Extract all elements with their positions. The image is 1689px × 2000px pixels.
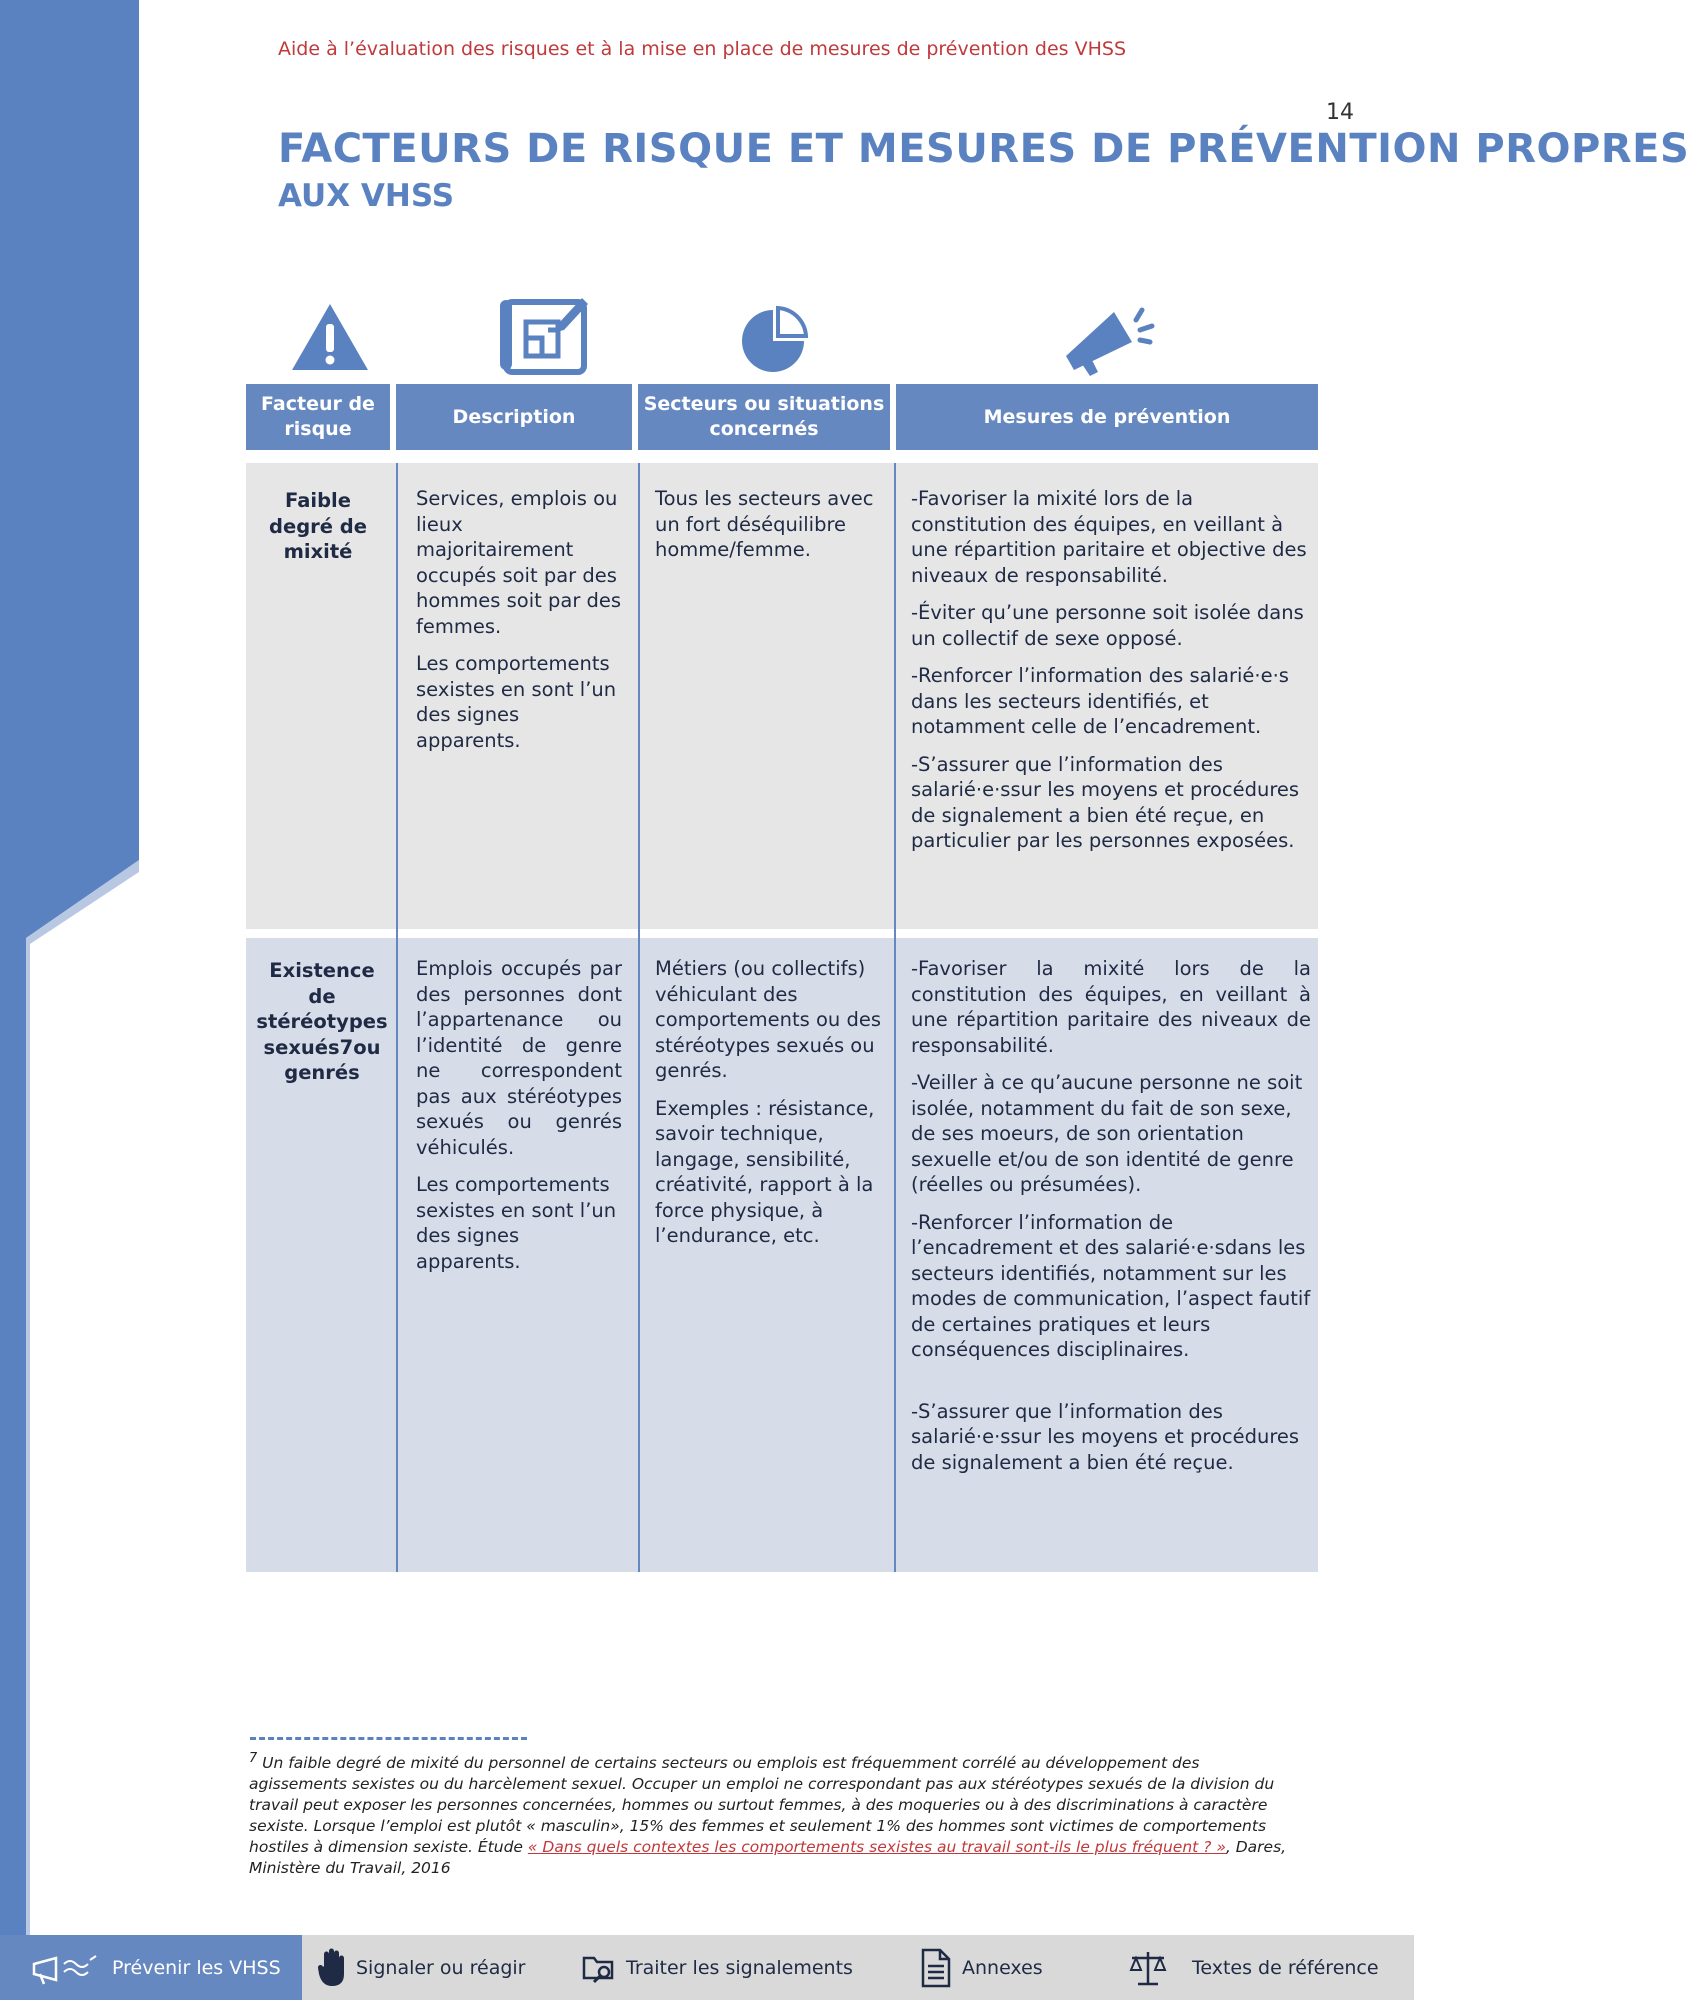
row2-description-p1: Emplois occupés par des personnes dont l’appartenance ou l’identité de genre ne correspondent pas aux stéréotypes sexués ou genrés véhiculés. — [416, 957, 622, 1159]
megaphone-icon — [30, 1950, 102, 1986]
blueprint-icon — [498, 294, 590, 376]
footnote-marker: 7 — [249, 1751, 258, 1766]
row2-measure-2: -Veiller à ce qu’aucune personne ne soit isolée, notamment du fait de son sexe, de ses moeurs, de son orientation sexuelle et/ou de son identité de genre (réelles ou présumées). — [911, 1071, 1303, 1196]
bottom-navigation — [0, 1935, 1414, 2000]
title-line-2: AUX VHSS — [278, 178, 455, 214]
footnote-study-link[interactable]: « Dans quels contextes les comportements sexistes au travail sont-ils le plus fréquent ? » — [527, 1838, 1226, 1857]
row2-sectors-p2: Exemples : résistance, savoir technique, langage, sensibilité, créativité, rapport à la force physique, à l’endurance, etc. — [655, 1096, 875, 1247]
column-divider — [638, 463, 640, 1572]
row1-factor: Faible degré de mixité — [269, 489, 367, 563]
hand-icon — [318, 1948, 346, 1988]
row2-sectors — [655, 956, 885, 1261]
nav-label: Prévenir les VHSS — [112, 1956, 281, 1979]
nav-signaler[interactable] — [318, 1935, 526, 2000]
row2-measure-1: -Favoriser la mixité lors de la constitution des équipes, en veillant à une répartition paritaire des niveaux de responsabilité. — [911, 957, 1311, 1057]
page-title — [278, 126, 1689, 214]
running-header[interactable]: Aide à l’évaluation des risques et à la mise en place de mesures de prévention des VHSS — [278, 38, 1127, 60]
row1-measures — [911, 486, 1311, 866]
row2-description-p2: Les comportements sexistes en sont l’un des signes apparents. — [416, 1173, 617, 1273]
header-factor: Facteur de risque — [246, 384, 390, 450]
row2-measure-3: -Renforcer l’information de l’encadrement et des salarié·e·sdans les secteurs identifiés, notamment sur les modes de communication, l’aspect fautif de certaines pratiques et leurs conséquences disciplinaires. — [911, 1210, 1311, 1361]
scales-icon — [1128, 1948, 1168, 1988]
row1-measure-4: -S’assurer que l’information des salarié·e·ssur les moyens et procédures de signalement a bien été reçue, en particulier par les personnes exposées. — [911, 752, 1300, 852]
footnote-source: , Dares, Ministère du Travail, 2016 — [249, 1838, 1287, 1878]
megaphone-icon — [1062, 306, 1154, 376]
document-icon — [920, 1948, 952, 1988]
row1-sectors-p1: Tous les secteurs avec un fort déséquilibre homme/femme. — [655, 487, 874, 561]
nav-label: Textes de référence — [1192, 1956, 1379, 1979]
nav-label: Annexes — [962, 1956, 1043, 1979]
nav-textes[interactable] — [1128, 1935, 1379, 2000]
row1-description — [416, 486, 624, 765]
row1-description-p2: Les comportements sexistes en sont l’un des signes apparents. — [416, 652, 617, 752]
row2-measure-4: -S’assurer que l’information des salarié·e·ssur les moyens et procédures de signalement a bien été reçue. — [911, 1399, 1300, 1474]
nav-annexes[interactable] — [920, 1935, 1043, 2000]
nav-traiter[interactable] — [582, 1935, 853, 2000]
footnote-separator — [250, 1737, 527, 1740]
row1-sectors — [655, 486, 885, 575]
header-measures: Mesures de prévention — [896, 384, 1318, 450]
header-description: Description — [396, 384, 632, 450]
nav-prevenir[interactable] — [0, 1935, 302, 2000]
footnote-text: Un faible degré de mixité du personnel de certains secteurs ou emplois est fréquemment corrélé au développement des agissements sexistes ou du harcèlement sexuel. Occuper un emploi ne correspondant pas aux stéréotypes sexués de la division du travail peut exposer les personnes concernées, hommes ou surtout femmes, à des moqueries ou à des discriminations à caractère sexiste. Lorsque l’emploi est plutôt « masculin», 15% des femmes et seulement 1% des hommes sont victimes de comportements hostiles à dimension sexiste. Étude — [249, 1754, 1275, 1857]
side-decoration — [0, 0, 140, 1935]
row1-measure-3: -Renforcer l’information des salarié·e·s dans les secteurs identifiés, et notamment celle de l’encadrement. — [911, 664, 1289, 738]
row2-description — [416, 956, 622, 1286]
column-divider — [894, 463, 896, 1572]
header-sectors: Secteurs ou situations concernés — [638, 384, 890, 450]
row2-sectors-p1: Métiers (ou collectifs) véhiculant des comportements ou des stéréotypes sexués ou genrés. — [655, 957, 881, 1082]
page-number: 14 — [1326, 100, 1354, 125]
row1-measure-2: -Éviter qu’une personne soit isolée dans un collectif de sexe opposé. — [911, 601, 1304, 650]
row1-description-p1: Services, emplois ou lieux majoritairement occupés soit par des hommes soit par des femmes. — [416, 487, 622, 638]
folder-search-icon — [582, 1952, 616, 1984]
row1-measure-1: -Favoriser la mixité lors de la constitution des équipes, en veillant à une répartition paritaire et objective des niveaux de responsabilité. — [911, 487, 1307, 587]
nav-label: Traiter les signalements — [626, 1956, 853, 1979]
row2-factor: Existence de stéréotypes sexués7ou genrés — [256, 959, 388, 1084]
warning-icon — [290, 302, 370, 372]
footnote — [249, 1748, 1289, 1879]
nav-label: Signaler ou réagir — [356, 1956, 526, 1979]
row2-measures — [911, 956, 1311, 1487]
column-divider — [396, 463, 398, 1572]
pie-chart-icon — [740, 306, 810, 376]
title-line-1: FACTEURS DE RISQUE ET MESURES DE PRÉVENTION PROPRES — [278, 126, 1689, 172]
